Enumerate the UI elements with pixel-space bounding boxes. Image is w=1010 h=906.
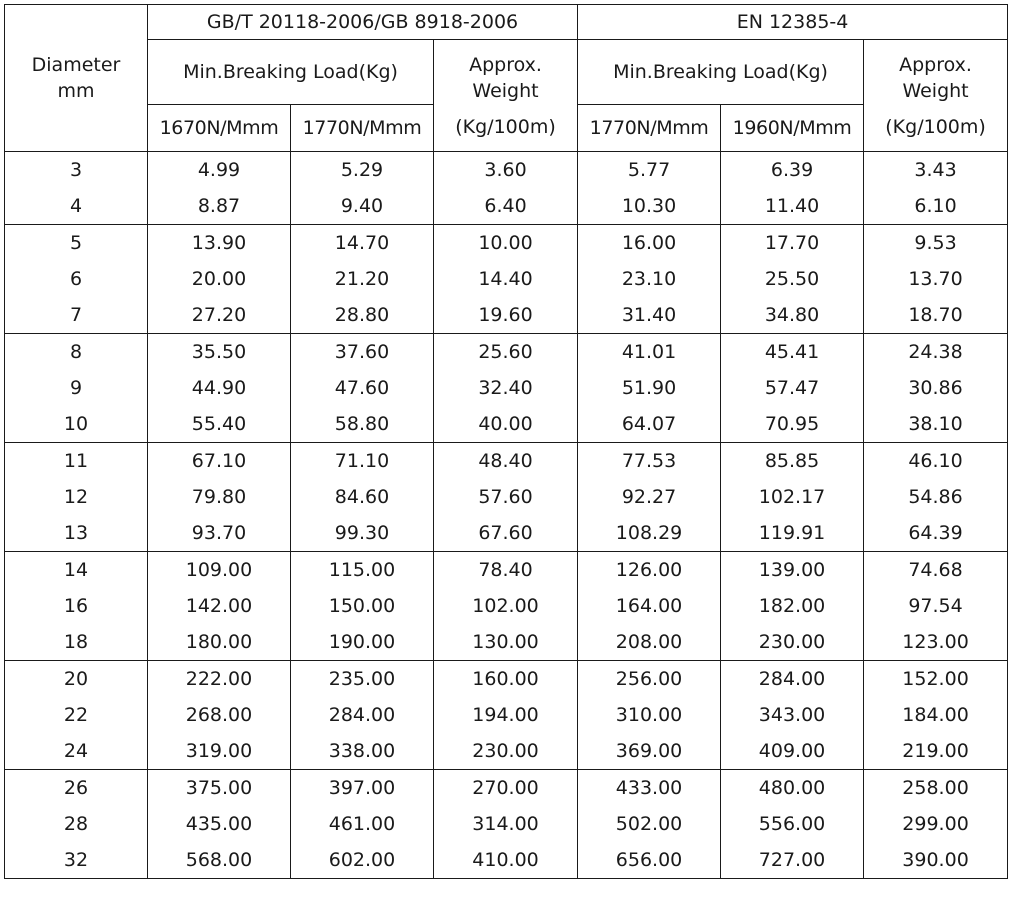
gb-1670-load-cell: 222.00	[148, 661, 291, 698]
gb-weight-cell: 270.00	[434, 770, 578, 807]
en-1770-load-cell: 77.53	[578, 443, 721, 480]
en-weight-cell: 38.10	[864, 406, 1008, 443]
gb-weight-cell: 25.60	[434, 334, 578, 371]
en-weight-cell: 64.39	[864, 515, 1008, 552]
diameter-cell: 18	[5, 624, 148, 661]
table-row	[5, 661, 1008, 698]
en-1770-load-cell: 16.00	[578, 225, 721, 262]
en-min-breaking-load-header: Min.Breaking Load(Kg)	[578, 40, 864, 105]
diameter-label: Diameter	[31, 54, 121, 76]
gb-1670-load-cell: 27.20	[148, 297, 291, 334]
diameter-cell: 12	[5, 479, 148, 515]
en-1960-load-cell: 34.80	[721, 297, 864, 334]
gb-1770-load-cell: 99.30	[291, 515, 434, 552]
en-1770-load-cell: 64.07	[578, 406, 721, 443]
en-grade-1960-header: 1960N/Mmm	[721, 105, 864, 152]
diameter-cell: 9	[5, 370, 148, 406]
diameter-cell: 28	[5, 806, 148, 842]
en-1960-load-cell: 119.91	[721, 515, 864, 552]
table-row	[5, 515, 1008, 552]
en-standard-header: EN 12385-4	[578, 5, 1008, 40]
diameter-cell: 10	[5, 406, 148, 443]
en-1960-load-cell: 230.00	[721, 624, 864, 661]
en-weight-cell: 299.00	[864, 806, 1008, 842]
en-weight-cell: 46.10	[864, 443, 1008, 480]
gb-1670-load-cell: 79.80	[148, 479, 291, 515]
gb-weight-cell: 14.40	[434, 261, 578, 297]
gb-weight-cell: 230.00	[434, 733, 578, 770]
gb-approx-label: Approx.	[469, 53, 542, 76]
en-weight-cell: 18.70	[864, 297, 1008, 334]
gb-1770-load-cell: 397.00	[291, 770, 434, 807]
table-row	[5, 225, 1008, 262]
en-1770-load-cell: 502.00	[578, 806, 721, 842]
table-row	[5, 334, 1008, 371]
gb-1770-load-cell: 37.60	[291, 334, 434, 371]
en-1770-load-cell: 41.01	[578, 334, 721, 371]
gb-1670-load-cell: 109.00	[148, 552, 291, 589]
diameter-cell: 14	[5, 552, 148, 589]
gb-weight-cell: 32.40	[434, 370, 578, 406]
gb-weight-cell: 40.00	[434, 406, 578, 443]
gb-1670-load-cell: 375.00	[148, 770, 291, 807]
table-row	[5, 842, 1008, 879]
en-1960-load-cell: 17.70	[721, 225, 864, 262]
gb-1670-load-cell: 8.87	[148, 188, 291, 225]
table-row	[5, 297, 1008, 334]
gb-1670-load-cell: 35.50	[148, 334, 291, 371]
gb-1770-load-cell: 5.29	[291, 152, 434, 189]
en-1770-load-cell: 31.40	[578, 297, 721, 334]
table-row	[5, 552, 1008, 589]
en-weight-cell: 123.00	[864, 624, 1008, 661]
table-row	[5, 588, 1008, 624]
gb-1770-load-cell: 115.00	[291, 552, 434, 589]
en-1960-load-cell: 284.00	[721, 661, 864, 698]
gb-1770-load-cell: 461.00	[291, 806, 434, 842]
diameter-cell: 4	[5, 188, 148, 225]
en-weight-cell: 3.43	[864, 152, 1008, 189]
en-1960-load-cell: 85.85	[721, 443, 864, 480]
diameter-cell: 8	[5, 334, 148, 371]
en-1770-load-cell: 10.30	[578, 188, 721, 225]
diameter-cell: 32	[5, 842, 148, 879]
gb-weight-cell: 6.40	[434, 188, 578, 225]
en-1960-load-cell: 6.39	[721, 152, 864, 189]
gb-weight-label: Weight	[472, 79, 539, 102]
en-1960-load-cell: 139.00	[721, 552, 864, 589]
en-1960-load-cell: 343.00	[721, 697, 864, 733]
en-1770-load-cell: 108.29	[578, 515, 721, 552]
gb-1770-load-cell: 28.80	[291, 297, 434, 334]
table-row	[5, 733, 1008, 770]
gb-1770-load-cell: 21.20	[291, 261, 434, 297]
en-weight-unit: (Kg/100m)	[885, 115, 986, 138]
gb-weight-cell: 67.60	[434, 515, 578, 552]
diameter-cell: 5	[5, 225, 148, 262]
gb-1770-load-cell: 58.80	[291, 406, 434, 443]
gb-1770-load-cell: 338.00	[291, 733, 434, 770]
table-row	[5, 261, 1008, 297]
gb-1670-load-cell: 435.00	[148, 806, 291, 842]
gb-weight-cell: 410.00	[434, 842, 578, 879]
gb-1770-load-cell: 84.60	[291, 479, 434, 515]
en-1960-load-cell: 182.00	[721, 588, 864, 624]
en-1770-load-cell: 126.00	[578, 552, 721, 589]
gb-1770-load-cell: 602.00	[291, 842, 434, 879]
gb-1670-load-cell: 180.00	[148, 624, 291, 661]
gb-1770-load-cell: 284.00	[291, 697, 434, 733]
diameter-cell: 16	[5, 588, 148, 624]
en-weight-cell: 24.38	[864, 334, 1008, 371]
table-body	[5, 152, 1008, 879]
en-1960-load-cell: 70.95	[721, 406, 864, 443]
en-approx-label: Approx.	[899, 53, 972, 76]
gb-1770-load-cell: 190.00	[291, 624, 434, 661]
gb-min-breaking-load-header: Min.Breaking Load(Kg)	[148, 40, 434, 105]
en-weight-cell: 184.00	[864, 697, 1008, 733]
diameter-unit: mm	[57, 80, 95, 102]
en-1770-load-cell: 208.00	[578, 624, 721, 661]
gb-1670-load-cell: 55.40	[148, 406, 291, 443]
table-row	[5, 406, 1008, 443]
en-1960-load-cell: 480.00	[721, 770, 864, 807]
diameter-cell: 6	[5, 261, 148, 297]
en-weight-label: Weight	[902, 79, 969, 102]
gb-weight-cell: 57.60	[434, 479, 578, 515]
en-1960-load-cell: 25.50	[721, 261, 864, 297]
gb-weight-cell: 19.60	[434, 297, 578, 334]
diameter-cell: 22	[5, 697, 148, 733]
diameter-cell: 26	[5, 770, 148, 807]
gb-weight-cell: 102.00	[434, 588, 578, 624]
gb-1770-load-cell: 71.10	[291, 443, 434, 480]
gb-1670-load-cell: 142.00	[148, 588, 291, 624]
en-1770-load-cell: 51.90	[578, 370, 721, 406]
gb-1670-load-cell: 20.00	[148, 261, 291, 297]
gb-grade-1670-header: 1670N/Mmm	[148, 105, 291, 152]
en-1960-load-cell: 57.47	[721, 370, 864, 406]
table-row	[5, 188, 1008, 225]
en-grade-1770-header: 1770N/Mmm	[578, 105, 721, 152]
en-weight-cell: 258.00	[864, 770, 1008, 807]
gb-1670-load-cell: 568.00	[148, 842, 291, 879]
diameter-cell: 20	[5, 661, 148, 698]
table-row	[5, 443, 1008, 480]
gb-1770-load-cell: 150.00	[291, 588, 434, 624]
gb-weight-cell: 78.40	[434, 552, 578, 589]
en-weight-cell: 30.86	[864, 370, 1008, 406]
diameter-cell: 24	[5, 733, 148, 770]
gb-1670-load-cell: 67.10	[148, 443, 291, 480]
en-weight-cell: 97.54	[864, 588, 1008, 624]
en-1770-load-cell: 23.10	[578, 261, 721, 297]
diameter-cell: 3	[5, 152, 148, 189]
en-weight-cell: 6.10	[864, 188, 1008, 225]
wire-rope-spec-table	[4, 4, 1008, 879]
gb-weight-unit: (Kg/100m)	[455, 115, 556, 138]
gb-1770-load-cell: 47.60	[291, 370, 434, 406]
en-1960-load-cell: 11.40	[721, 188, 864, 225]
gb-1670-load-cell: 93.70	[148, 515, 291, 552]
gb-weight-cell: 314.00	[434, 806, 578, 842]
en-weight-cell: 390.00	[864, 842, 1008, 879]
en-1960-load-cell: 45.41	[721, 334, 864, 371]
gb-1670-load-cell: 268.00	[148, 697, 291, 733]
gb-weight-cell: 10.00	[434, 225, 578, 262]
en-1960-load-cell: 556.00	[721, 806, 864, 842]
en-1770-load-cell: 656.00	[578, 842, 721, 879]
en-1770-load-cell: 310.00	[578, 697, 721, 733]
en-1960-load-cell: 102.17	[721, 479, 864, 515]
gb-approx-weight-header	[434, 40, 578, 152]
en-weight-cell: 9.53	[864, 225, 1008, 262]
en-1770-load-cell: 369.00	[578, 733, 721, 770]
gb-1670-load-cell: 13.90	[148, 225, 291, 262]
gb-1770-load-cell: 9.40	[291, 188, 434, 225]
gb-weight-cell: 194.00	[434, 697, 578, 733]
table-header	[5, 5, 1008, 152]
table-row	[5, 152, 1008, 189]
table-row	[5, 770, 1008, 807]
en-1770-load-cell: 5.77	[578, 152, 721, 189]
gb-1670-load-cell: 319.00	[148, 733, 291, 770]
diameter-cell: 7	[5, 297, 148, 334]
diameter-header	[5, 5, 148, 152]
table-row	[5, 806, 1008, 842]
diameter-cell: 13	[5, 515, 148, 552]
gb-1670-load-cell: 4.99	[148, 152, 291, 189]
en-weight-cell: 152.00	[864, 661, 1008, 698]
table-row	[5, 370, 1008, 406]
en-weight-cell: 219.00	[864, 733, 1008, 770]
en-1770-load-cell: 164.00	[578, 588, 721, 624]
en-1770-load-cell: 433.00	[578, 770, 721, 807]
en-1770-load-cell: 92.27	[578, 479, 721, 515]
gb-grade-1770-header: 1770N/Mmm	[291, 105, 434, 152]
en-weight-cell: 54.86	[864, 479, 1008, 515]
en-1960-load-cell: 727.00	[721, 842, 864, 879]
en-1960-load-cell: 409.00	[721, 733, 864, 770]
table-row	[5, 697, 1008, 733]
en-1770-load-cell: 256.00	[578, 661, 721, 698]
gb-weight-cell: 130.00	[434, 624, 578, 661]
table-row	[5, 624, 1008, 661]
gb-standard-header: GB/T 20118-2006/GB 8918-2006	[148, 5, 578, 40]
gb-weight-cell: 48.40	[434, 443, 578, 480]
diameter-cell: 11	[5, 443, 148, 480]
gb-1670-load-cell: 44.90	[148, 370, 291, 406]
en-approx-weight-header	[864, 40, 1008, 152]
table-row	[5, 479, 1008, 515]
gb-weight-cell: 160.00	[434, 661, 578, 698]
en-weight-cell: 74.68	[864, 552, 1008, 589]
en-weight-cell: 13.70	[864, 261, 1008, 297]
gb-1770-load-cell: 14.70	[291, 225, 434, 262]
gb-weight-cell: 3.60	[434, 152, 578, 189]
gb-1770-load-cell: 235.00	[291, 661, 434, 698]
